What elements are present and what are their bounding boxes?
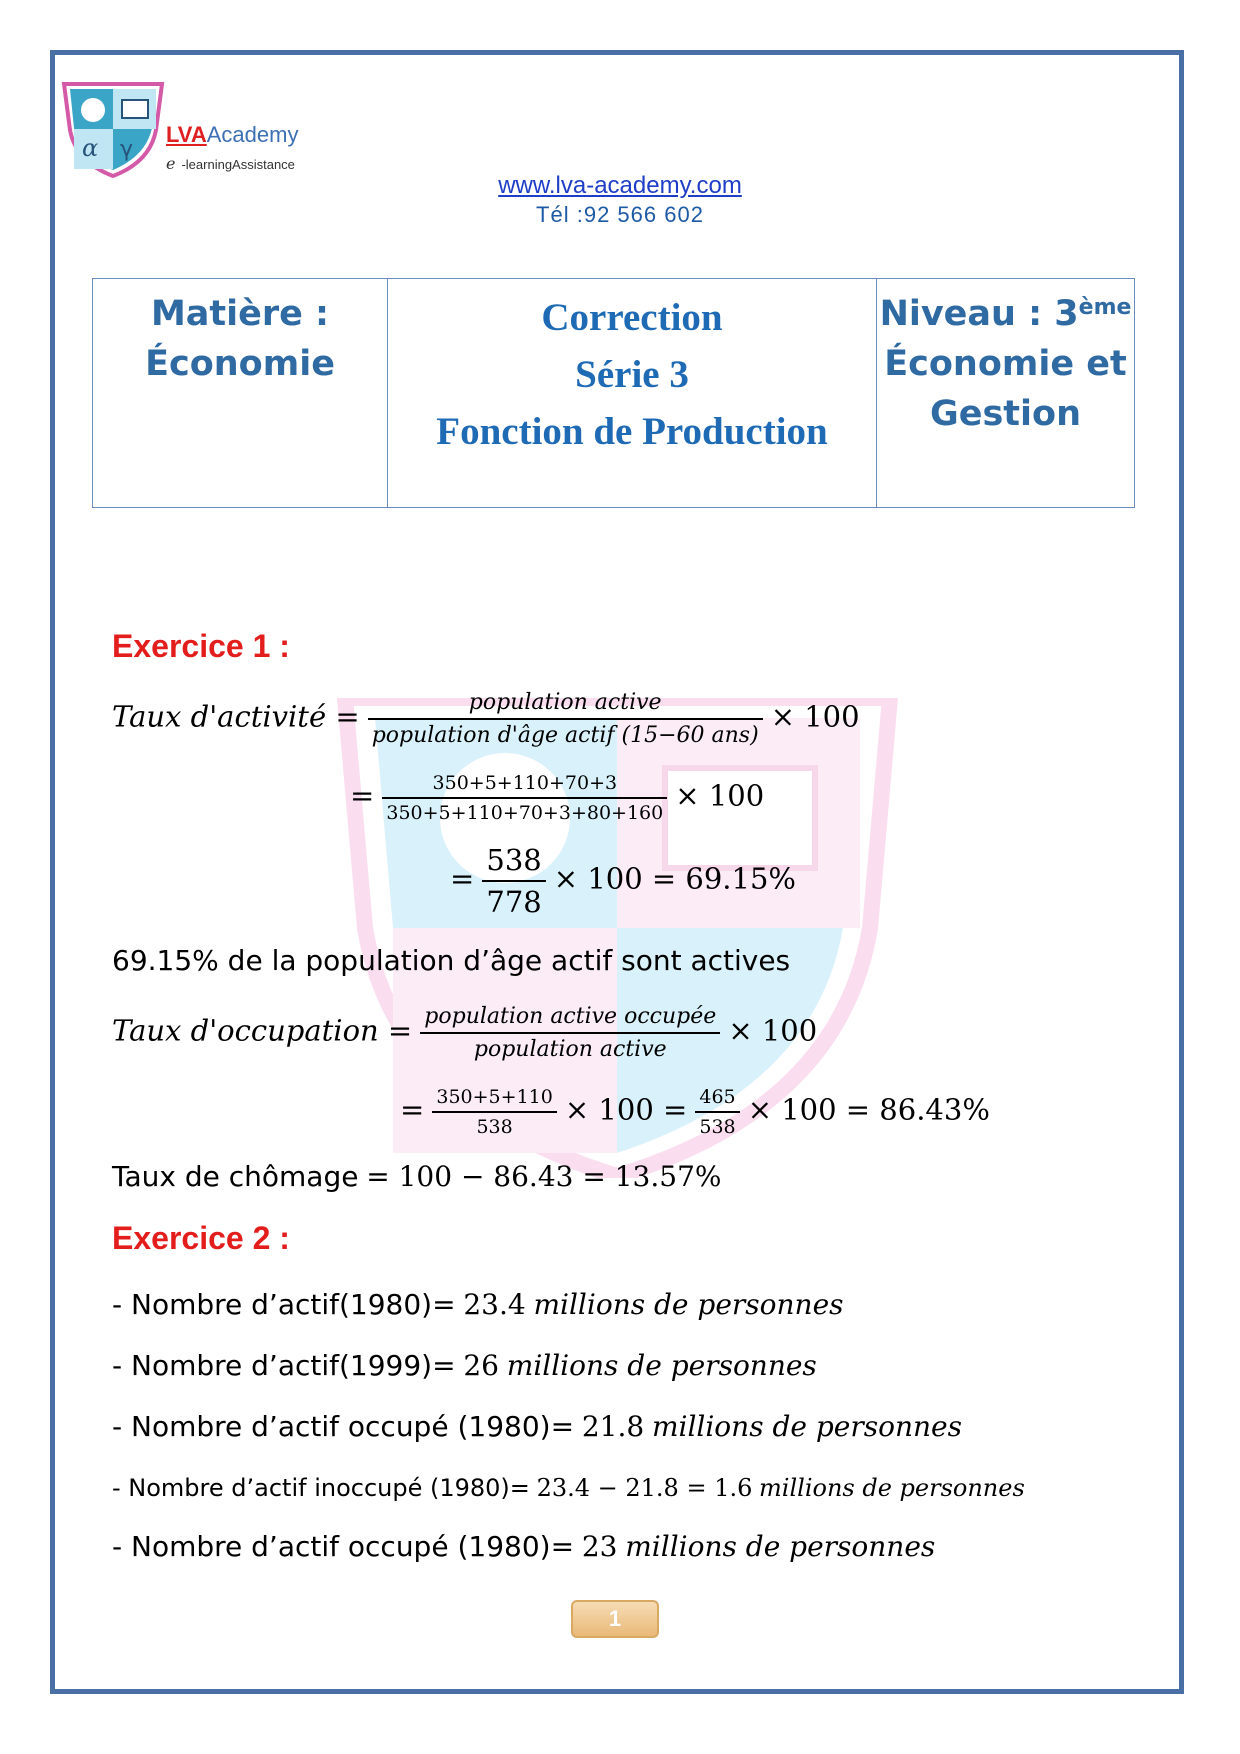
taux-occupation-step: = $\frac{350+5+110}{538}$ × 100 = $\frac{465}{538}$ × 100 = 86.43% [400, 1086, 990, 1138]
activity-sentence: 69.15% de la population d’âge actif sont actives [112, 944, 791, 977]
page-number: 1 [571, 1600, 659, 1638]
taux-activite-formula: Taux d'activité = population active population d'âge actif (15−60 ans) × 100 [112, 690, 860, 748]
exercise2-line: - Nombre d’actif(1999)= 26 millions de personnes [112, 1349, 817, 1382]
subject-cell: Matière : Économie [93, 279, 388, 508]
exercise2-line: - Nombre d’actif(1980)= 23.4 millions de personnes [112, 1288, 844, 1321]
brand-name: LVAAcademy [166, 122, 299, 147]
exercise1-title: Exercice 1 : [112, 628, 290, 664]
brand-tagline: e -learningAssistance [166, 154, 295, 173]
level-cell: Niveau : 3ème Économie et Gestion [877, 279, 1135, 508]
taux-activite-step2: = $\frac{350+5+110+70+3}{350+5+110+70+3+80+160}$ × 100 [350, 772, 765, 824]
exercise2-title: Exercice 2 : [112, 1220, 290, 1256]
website-link[interactable]: www.lva-academy.com [498, 172, 742, 199]
exercise2-line: - Nombre d’actif inoccupé (1980)= 23.4 − 21.8 = 1.6 millions de personnes [112, 1474, 1025, 1502]
lva-academy-logo [58, 80, 168, 180]
exercise2-line: - Nombre d’actif occupé (1980)= 21.8 millions de personnes [112, 1410, 962, 1443]
svg-text:α: α [82, 134, 99, 162]
taux-activite-step3: = $\frac{538}{778}$ × 100 = 69.15% [450, 843, 796, 919]
title-table [92, 278, 1135, 508]
svg-text:γ: γ [120, 137, 134, 162]
phone-number: Tél :92 566 602 [536, 202, 704, 227]
taux-chomage-line: Taux de chômage = 100 − 86.43 = 13.57% [112, 1160, 722, 1193]
title-cell: Correction Série 3 Fonction de Production [388, 279, 877, 508]
taux-occupation-formula: Taux d'occupation = population active occupée population active × 100 [112, 1004, 818, 1062]
exercise2-line: - Nombre d’actif occupé (1980)= 23 millions de personnes [112, 1530, 936, 1563]
